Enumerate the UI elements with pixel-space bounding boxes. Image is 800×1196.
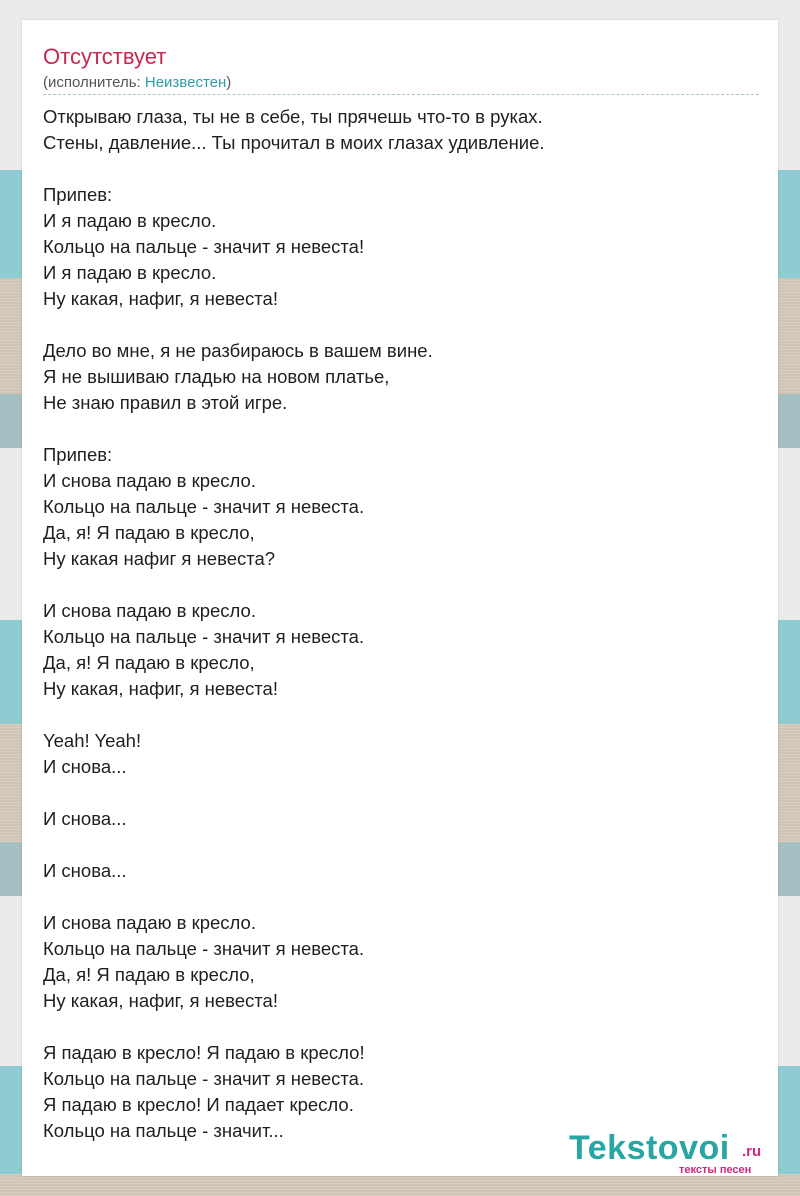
lyric-line: Кольцо на пальце - значит я невеста.	[43, 496, 365, 517]
lyric-line: Припев:	[43, 184, 113, 205]
lyric-blank-line	[43, 416, 759, 442]
title-divider	[43, 94, 759, 95]
lyric-line: Не знаю правил в этой игре.	[43, 392, 288, 413]
lyric-line: Кольцо на пальце - значит я невеста.	[43, 938, 365, 959]
lyric-line: И я падаю в кресло.	[43, 210, 217, 231]
lyric-blank-line	[43, 832, 759, 858]
lyric-line: Ну какая, нафиг, я невеста!	[43, 990, 278, 1011]
lyric-line: И снова...	[43, 808, 127, 829]
lyric-blank-line	[43, 572, 759, 598]
site-logo[interactable]	[569, 1128, 774, 1176]
lyric-blank-line	[43, 884, 759, 910]
lyric-line: Я не вышиваю гладью на новом платье,	[43, 366, 390, 387]
lyric-line: Стены, давление... Ты прочитал в моих глазах удивление.	[43, 132, 545, 153]
lyric-line: И снова падаю в кресло.	[43, 600, 256, 621]
lyric-line: Yeah! Yeah!	[43, 730, 142, 751]
lyric-blank-line	[43, 156, 759, 182]
lyric-line: Я падаю в кресло! И падает кресло.	[43, 1094, 354, 1115]
artist-suffix: )	[226, 74, 232, 91]
lyric-line: И снова падаю в кресло.	[43, 470, 256, 491]
lyric-line: Открываю глаза, ты не в себе, ты прячешь что-то в руках.	[43, 106, 543, 127]
lyric-line: И снова...	[43, 860, 127, 881]
artist-line	[43, 73, 231, 93]
lyric-line: Кольцо на пальце - значит я невеста.	[43, 1068, 365, 1089]
lyrics-card	[22, 20, 778, 1176]
lyric-line: Да, я! Я падаю в кресло,	[43, 652, 255, 673]
lyric-line: Ну какая, нафиг, я невеста!	[43, 678, 278, 699]
lyric-line: Кольцо на пальце - значит я невеста!	[43, 236, 365, 257]
lyric-line: Дело во мне, я не разбираюсь в вашем вине.	[43, 340, 433, 361]
logo-wordmark: Tekstovoi	[569, 1129, 730, 1167]
lyric-line: И я падаю в кресло.	[43, 262, 217, 283]
song-title: Отсутствует	[43, 44, 167, 69]
lyric-line: И снова...	[43, 756, 127, 777]
lyric-line: Кольцо на пальце - значит...	[43, 1120, 284, 1141]
lyric-line: Припев:	[43, 444, 113, 465]
lyric-line: Да, я! Я падаю в кресло,	[43, 522, 255, 543]
logo-tagline: тексты песен	[679, 1164, 752, 1176]
artist-prefix: (исполнитель:	[43, 74, 145, 91]
lyric-line: Ну какая нафиг я невеста?	[43, 548, 276, 569]
lyric-blank-line	[43, 702, 759, 728]
artist-link[interactable]: Неизвестен	[144, 74, 227, 91]
logo-tld: .ru	[742, 1143, 762, 1160]
lyric-line: Да, я! Я падаю в кресло,	[43, 964, 255, 985]
lyric-blank-line	[43, 312, 759, 338]
lyric-line: Ну какая, нафиг, я невеста!	[43, 288, 278, 309]
lyric-blank-line	[43, 1014, 759, 1040]
lyric-line: И снова падаю в кресло.	[43, 912, 256, 933]
lyric-line: Я падаю в кресло! Я падаю в кресло!	[43, 1042, 365, 1063]
lyric-blank-line	[43, 780, 759, 806]
lyric-line: Кольцо на пальце - значит я невеста.	[43, 626, 365, 647]
lyrics-text	[43, 104, 759, 1144]
